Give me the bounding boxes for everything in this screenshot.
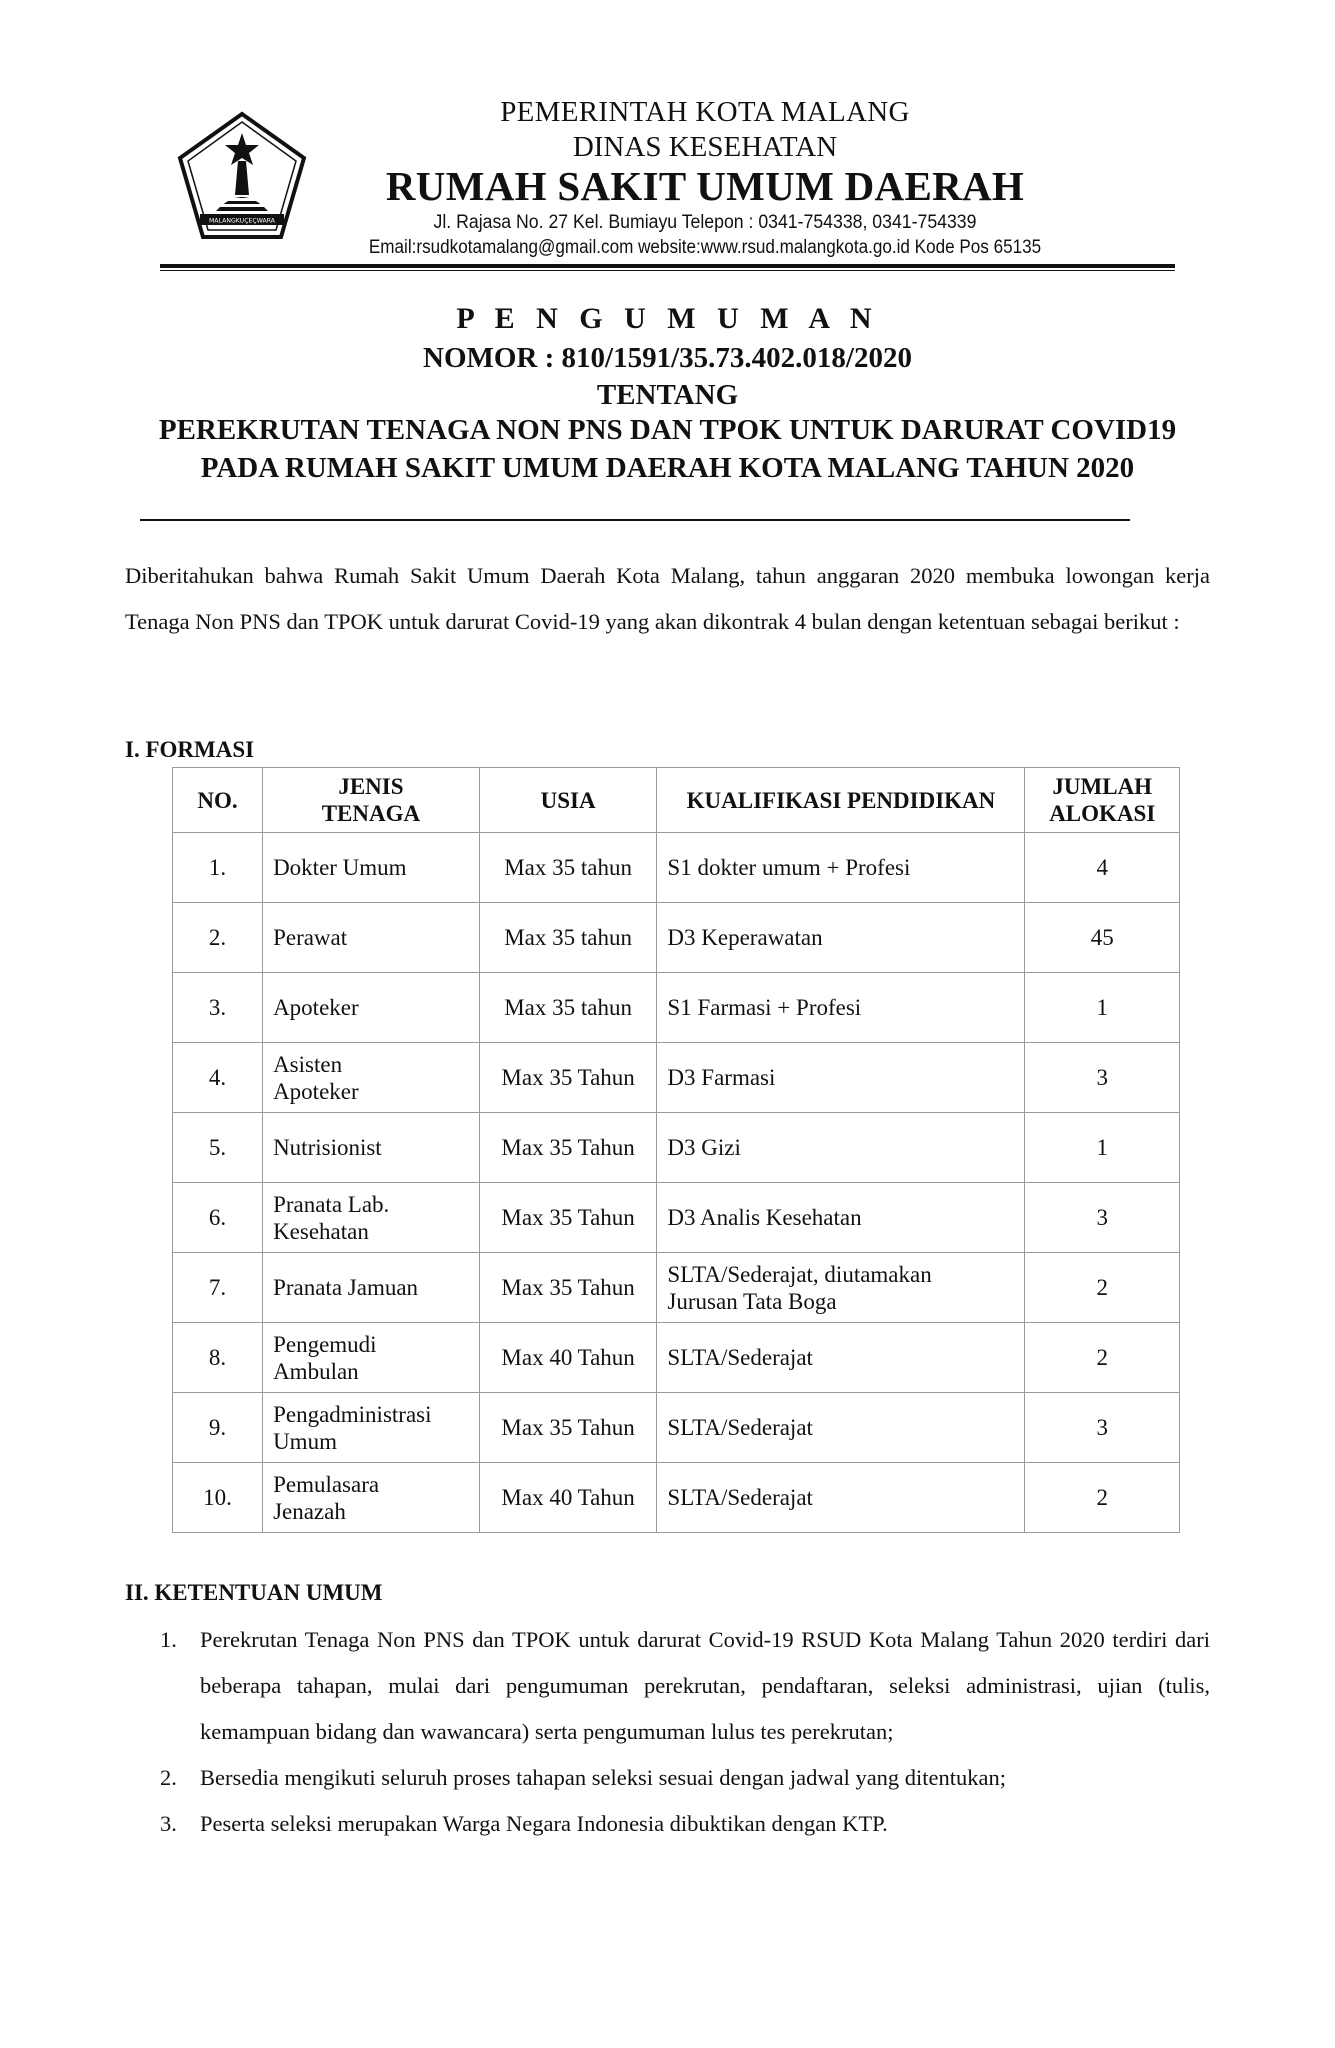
cell-kualifikasi [657,1253,1025,1323]
cell-jenis-tenaga [263,1113,480,1183]
table-row [173,1113,1180,1183]
cell-jenis-tenaga-line: Pengadministrasi [273,1401,432,1427]
cell-kualifikasi-line: D3 Analis Kesehatan [667,1205,862,1230]
cell-kualifikasi-line: D3 Keperawatan [667,925,823,950]
table-row [173,903,1180,973]
letterhead-contact: Email:rsudkotamalang@gmail.com website:www.rsud.malangkota.go.id Kode Pos 65135 [368,237,1042,258]
letterhead-hospital-name: RUMAH SAKIT UMUM DAERAH [385,163,1025,209]
cell-kualifikasi [657,1463,1025,1533]
cell-no: 2. [173,903,263,973]
cell-kualifikasi [657,903,1025,973]
cell-jenis-tenaga-line: Ambulan [273,1358,359,1384]
cell-kualifikasi [657,973,1025,1043]
letterhead-divider-thin [160,270,1175,271]
cell-jumlah: 2 [1025,1323,1180,1393]
cell-jenis-tenaga [263,973,480,1043]
cell-jenis-tenaga-line: Pengemudi [273,1331,377,1357]
table-row [173,833,1180,903]
cell-jenis-tenaga-line: Umum [273,1428,337,1454]
cell-jumlah: 3 [1025,1393,1180,1463]
cell-jenis-tenaga [263,1183,480,1253]
announcement-tentang: TENTANG [596,379,739,411]
cell-jenis-tenaga [263,1253,480,1323]
table-row [173,1393,1180,1463]
cell-jenis-tenaga-line: Dokter Umum [273,855,407,880]
table-row [173,973,1180,1043]
list-item-text: Bersedia mengikuti seluruh proses tahapan seleksi sesuai dengan jadwal yang ditentukan; [200,1765,1007,1790]
section-ketentuan-heading: II. KETENTUAN UMUM [125,1580,383,1605]
cell-jenis-tenaga-line: Asisten [273,1051,343,1077]
list-item [160,1617,1210,1755]
cell-jumlah: 1 [1025,1113,1180,1183]
cell-jenis-tenaga-line: Kesehatan [273,1218,369,1244]
list-item-number: 2. [160,1765,177,1790]
cell-no: 8. [173,1323,263,1393]
cell-kualifikasi-line: SLTA/Sederajat [667,1485,813,1510]
cell-no: 10. [173,1463,263,1533]
announcement-number: NOMOR : 810/1591/35.73.402.018/2020 [423,342,912,374]
header-jenis-line1: JENIS [338,774,404,799]
cell-kualifikasi [657,1043,1025,1113]
cell-usia: Max 40 Tahun [479,1323,657,1393]
header-jumlah-alokasi [1025,768,1180,833]
ketentuan-list [160,1617,1210,1847]
header-jumlah-line1: JUMLAH [1052,774,1153,799]
cell-jenis-tenaga [263,903,480,973]
cell-no: 7. [173,1253,263,1323]
header-no: NO. [173,768,263,833]
table-header-row [173,768,1180,833]
cell-jenis-tenaga [263,1463,480,1533]
announcement-subject-line1: PEREKRUTAN TENAGA NON PNS DAN TPOK UNTUK DARURAT COVID19 [158,414,1177,446]
section-formasi-heading: I. FORMASI [125,737,255,762]
cell-kualifikasi-line: D3 Gizi [667,1135,741,1160]
cell-jenis-tenaga-line: Pranata Lab. [273,1191,390,1217]
cell-jumlah: 2 [1025,1463,1180,1533]
cell-no: 9. [173,1393,263,1463]
table-row [173,1253,1180,1323]
cell-jenis-tenaga [263,833,480,903]
cell-no: 6. [173,1183,263,1253]
letterhead-divider [160,264,1175,268]
cell-jenis-tenaga-line: Nutrisionist [273,1135,382,1160]
cell-jumlah: 2 [1025,1253,1180,1323]
list-item [160,1755,1210,1801]
title-underline [140,519,1130,521]
cell-jenis-tenaga [263,1323,480,1393]
emblem-ribbon-text: MALANGKUÇEÇWARA [208,217,276,225]
cell-usia: Max 35 tahun [479,833,657,903]
cell-usia: Max 35 Tahun [479,1253,657,1323]
cell-jumlah: 1 [1025,973,1180,1043]
letterhead-department: DINAS KESEHATAN [572,131,838,163]
cell-jenis-tenaga [263,1393,480,1463]
table-row [173,1323,1180,1393]
cell-usia: Max 35 Tahun [479,1043,657,1113]
cell-usia: Max 35 Tahun [479,1113,657,1183]
header-kualifikasi: KUALIFIKASI PENDIDIKAN [657,768,1025,833]
cell-usia: Max 35 Tahun [479,1393,657,1463]
cell-jumlah: 45 [1025,903,1180,973]
header-jenis-tenaga [263,768,480,833]
cell-no: 4. [173,1043,263,1113]
header-jumlah-line2: ALOKASI [1049,801,1156,826]
cell-jenis-tenaga [263,1043,480,1113]
cell-kualifikasi [657,1183,1025,1253]
cell-kualifikasi [657,1393,1025,1463]
cell-jumlah: 3 [1025,1183,1180,1253]
cell-usia: Max 35 tahun [479,973,657,1043]
cell-jumlah: 4 [1025,833,1180,903]
cell-no: 5. [173,1113,263,1183]
cell-kualifikasi-line: S1 Farmasi + Profesi [667,995,862,1020]
list-item [160,1801,1210,1847]
cell-jenis-tenaga-line: Pemulasara [273,1471,380,1497]
cell-jenis-tenaga-line: Pranata Jamuan [273,1275,419,1300]
cell-usia: Max 35 Tahun [479,1183,657,1253]
list-item-text: Perekrutan Tenaga Non PNS dan TPOK untuk darurat Covid-19 RSUD Kota Malang Tahun 2020 terdiri dari beberapa tahapan, mulai dari pengumuman perekrutan, pendaftaran, seleksi administrasi, ujian (tulis, kemampuan bidang dan wawancara) serta pengumuman lulus tes perekrutan; [200,1627,1210,1744]
cell-jenis-tenaga-line: Perawat [273,925,348,950]
cell-kualifikasi [657,1113,1025,1183]
cell-kualifikasi-line: S1 dokter umum + Profesi [667,855,911,880]
table-row [173,1463,1180,1533]
cell-kualifikasi [657,1323,1025,1393]
letterhead-address: Jl. Rajasa No. 27 Kel. Bumiayu Telepon : 0341-754338, 0341-754339 [433,212,977,233]
cell-jenis-tenaga-line: Jenazah [273,1498,346,1524]
header-jenis-line2: TENAGA [321,801,421,826]
cell-usia: Max 40 Tahun [479,1463,657,1533]
list-item-number: 1. [160,1627,177,1652]
cell-jenis-tenaga-line: Apoteker [273,1078,359,1104]
table-row [173,1183,1180,1253]
announcement-heading: P E N G U M U M A N [456,302,879,335]
letterhead-government: PEMERINTAH KOTA MALANG [500,96,910,128]
table-row [173,1043,1180,1113]
cell-no: 3. [173,973,263,1043]
header-usia: USIA [479,768,657,833]
list-item-text: Peserta seleksi merupakan Warga Negara Indonesia dibuktikan dengan KTP. [200,1811,888,1836]
cell-kualifikasi-line: D3 Farmasi [667,1065,776,1090]
malang-city-emblem-icon [176,111,308,243]
cell-kualifikasi-line: Jurusan Tata Boga [667,1288,837,1314]
cell-usia: Max 35 tahun [479,903,657,973]
cell-kualifikasi-line: SLTA/Sederajat, diutamakan [667,1261,932,1287]
formasi-table [172,767,1180,1533]
intro-paragraph: Diberitahukan bahwa Rumah Sakit Umum Daerah Kota Malang, tahun anggaran 2020 membuka lowongan kerja Tenaga Non PNS dan TPOK untuk darurat Covid-19 yang akan dikontrak 4 bulan dengan ketentuan sebagai berikut : [125,563,1210,634]
cell-kualifikasi-line: SLTA/Sederajat [667,1345,813,1370]
cell-kualifikasi [657,833,1025,903]
list-item-number: 3. [160,1811,177,1836]
cell-no: 1. [173,833,263,903]
cell-kualifikasi-line: SLTA/Sederajat [667,1415,813,1440]
announcement-subject-line2: PADA RUMAH SAKIT UMUM DAERAH KOTA MALANG TAHUN 2020 [200,452,1135,484]
cell-jenis-tenaga-line: Apoteker [273,995,359,1020]
cell-jumlah: 3 [1025,1043,1180,1113]
